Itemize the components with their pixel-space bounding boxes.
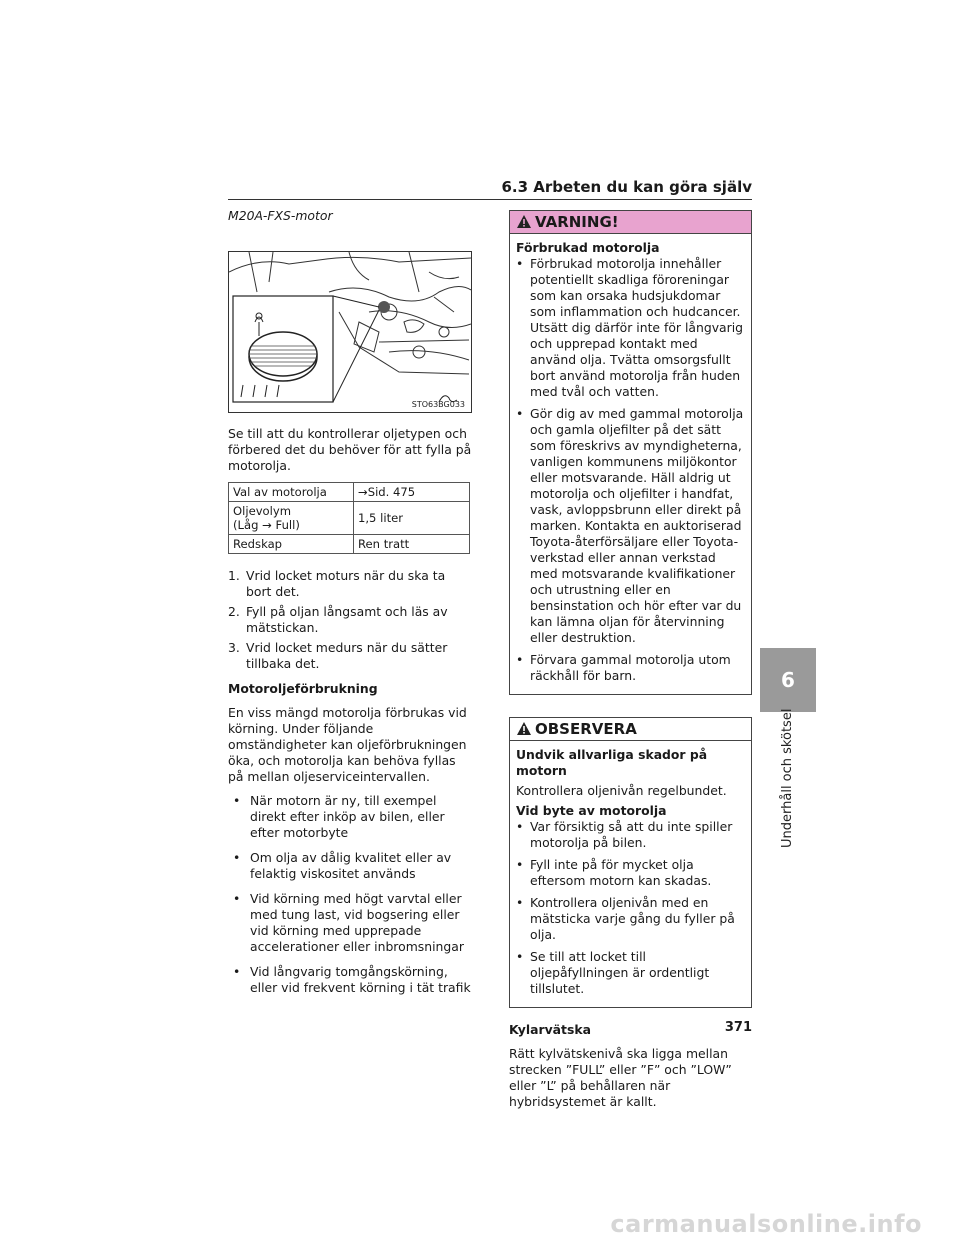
list-item-text: När motorn är ny, till exempel direkt efter inköp av bilen, eller efter motorbyte xyxy=(250,793,445,840)
coolant-text: Rätt kylvätskenivå ska ligga mellan strecken ”FULL” eller ”F” och ”LOW” eller ”L” på behållaren när hybridsystemet är kallt. xyxy=(509,1046,732,1109)
warning-body xyxy=(510,234,751,694)
notice-body xyxy=(510,741,751,1007)
warning-list xyxy=(516,256,745,684)
table-row xyxy=(229,483,470,502)
header-rule xyxy=(228,199,752,200)
notice-text: Kontrollera oljenivån regelbundet. xyxy=(516,783,727,798)
notice-box xyxy=(509,717,752,1008)
table-cell-value: →Sid. 475 xyxy=(354,483,470,502)
list-item: • Fyll inte på för mycket olja eftersom motorn kan skadas. xyxy=(516,857,712,888)
list-item-text: Se till att locket till oljepåfyllningen är ordentligt tillslutet. xyxy=(530,949,710,996)
notice-subheading: Undvik allvarliga skador på motorn xyxy=(516,747,708,778)
consumption-list xyxy=(228,793,472,996)
list-item-text: Var försiktig så att du inte spiller motorolja på bilen. xyxy=(530,819,733,850)
step-number: 1. xyxy=(228,568,240,583)
figure-code: STO63BG033 xyxy=(411,400,465,409)
list-item: • Gör dig av med gammal motorolja och gamla oljefilter på det sätt som föreskrivs av myndigheterna, vanligen kommunens miljökontor eller motsvarande. Häll aldrig ut motorolja och oljefilter i handfat, vask, avloppsbrunn eller direkt på marken. Kontakta en auktoriserad Toyota-återförsäljare eller Toyota-verkstad eller annan verkstad med motsvarande kvalifikationer och utrustning eller en bensinstation och hör efter var du kan lämna oljan för återvinning eller destruktion. xyxy=(516,406,744,645)
list-item: • Vid långvarig tomgångskörning, eller vid frekvent körning i tät trafik xyxy=(233,964,471,995)
table-cell-key: Oljevolym (Låg → Full) xyxy=(229,502,354,535)
step-text: Vrid locket medurs när du sätter tillbaka det. xyxy=(246,640,448,671)
coolant-heading: Kylarvätska xyxy=(509,1022,591,1037)
consumption-heading: Motoroljeförbrukning xyxy=(228,681,378,696)
step-number: 2. xyxy=(228,604,240,619)
table-cell-value: 1,5 liter xyxy=(354,502,470,535)
list-item-text: Kontrollera oljenivån med en mätsticka varje gång du fyller på olja. xyxy=(530,895,735,942)
list-item-text: Gör dig av med gammal motorolja och gamla oljefilter på det sätt som föreskrivs av myndigheterna, vanligen kommunens miljökontor eller motsvarande. Häll aldrig ut motorolja och oljefilter i handfat, vask, avloppsbrunn eller direkt på marken. Kontakta en auktoriserad Toyota-återförsäljare eller Toyota-verkstad eller annan verkstad med motsvarande kvalifikationer och utrustning eller en bensinstation och hör efter var du kan lämna oljan för återvinning eller destruktion. xyxy=(530,406,744,645)
step-list xyxy=(228,568,472,672)
warning-box xyxy=(509,210,752,695)
watermark: carmanualsonline.info xyxy=(610,1210,922,1238)
step-number: 3. xyxy=(228,640,240,655)
list-item: • Förvara gammal motorolja utom räckhåll för barn. xyxy=(516,652,731,683)
list-item-text: Om olja av dålig kvalitet eller av felaktig viskositet används xyxy=(250,850,452,881)
list-item-text: Vid långvarig tomgångskörning, eller vid frekvent körning i tät trafik xyxy=(250,964,471,995)
figure-caption: M20A-FXS-motor xyxy=(228,208,333,223)
warning-triangle-icon xyxy=(516,214,532,230)
list-item-text: Förbrukad motorolja innehåller potentiellt skadliga föroreningar som kan orsaka hudsjukdomar som inflammation och hudcancer. Utsätt dig därför inte för långvarig och upprepad kontakt med använd olja. Tvätta omsorgsfullt bort använd motorolja från huden med tvål och vatten. xyxy=(530,256,744,399)
list-item: • Förbrukad motorolja innehåller potentiellt skadliga föroreningar som kan orsaka hudsjukdomar som inflammation och hudcancer. Utsätt dig därför inte för långvarig och upprepad kontakt med använd olja. Tvätta omsorgsfullt bort använd motorolja från huden med tvål och vatten. xyxy=(516,256,744,399)
step-text: Fyll på oljan långsamt och läs av mätstickan. xyxy=(246,604,448,635)
list-item: • Var försiktig så att du inte spiller motorolja på bilen. xyxy=(516,819,733,850)
section-title: 6.3 Arbeten du kan göra själv xyxy=(501,178,752,196)
table-cell-key: Val av motorolja xyxy=(229,483,354,502)
warning-title: VARNING! xyxy=(535,213,619,231)
right-column xyxy=(509,210,752,1118)
list-item: • När motorn är ny, till exempel direkt efter inköp av bilen, eller efter motorbyte xyxy=(233,793,445,840)
consumption-text: En viss mängd motorolja förbrukas vid körning. Under följande omständigheter kan oljeförbrukningen öka, och motorolja kan behöva fyllas på mellan oljeserviceintervallen. xyxy=(228,705,467,784)
page-number: 371 xyxy=(724,1020,752,1035)
list-item: • Om olja av dålig kvalitet eller av felaktig viskositet används xyxy=(233,850,452,881)
step-text: Vrid locket moturs när du ska ta bort det. xyxy=(246,568,446,599)
chapter-tab-label xyxy=(758,708,818,856)
list-item xyxy=(228,640,472,672)
list-item: • Kontrollera oljenivån med en mätsticka varje gång du fyller på olja. xyxy=(516,895,735,942)
left-column xyxy=(228,208,472,1005)
table-row xyxy=(229,502,470,535)
list-item xyxy=(228,568,472,600)
list-item-text: Fyll inte på för mycket olja eftersom motorn kan skadas. xyxy=(530,857,712,888)
notice-list xyxy=(516,819,745,997)
engine-illustration xyxy=(228,251,472,413)
intro-text: Se till att du kontrollerar oljetypen och förbered det du behöver för att fylla på motorolja. xyxy=(228,426,472,473)
list-item-text: Förvara gammal motorolja utom räckhåll för barn. xyxy=(530,652,731,683)
table-cell-key: Redskap xyxy=(229,535,354,554)
spec-table xyxy=(228,482,470,554)
caution-triangle-icon xyxy=(516,721,532,737)
notice-title: OBSERVERA xyxy=(535,720,637,738)
chapter-tab-number: 6 xyxy=(760,648,816,712)
warning-header xyxy=(510,211,751,234)
list-item: • Se till att locket till oljepåfyllningen är ordentligt tillslutet. xyxy=(516,949,710,996)
table-cell-value: Ren tratt xyxy=(354,535,470,554)
list-item xyxy=(228,604,472,636)
warning-subheading: Förbrukad motorolja xyxy=(516,240,660,255)
list-item-text: Vid körning med högt varvtal eller med tung last, vid bogsering eller vid körning med upprepade accelerationer eller inbromsningar xyxy=(250,891,464,954)
list-item: • Vid körning med högt varvtal eller med tung last, vid bogsering eller vid körning med upprepade accelerationer eller inbromsningar xyxy=(233,891,464,954)
chapter-label-text: Underhåll och skötsel xyxy=(780,708,795,848)
notice-header xyxy=(510,718,751,741)
table-row xyxy=(229,535,470,554)
notice-subheading-2: Vid byte av motorolja xyxy=(516,803,667,818)
